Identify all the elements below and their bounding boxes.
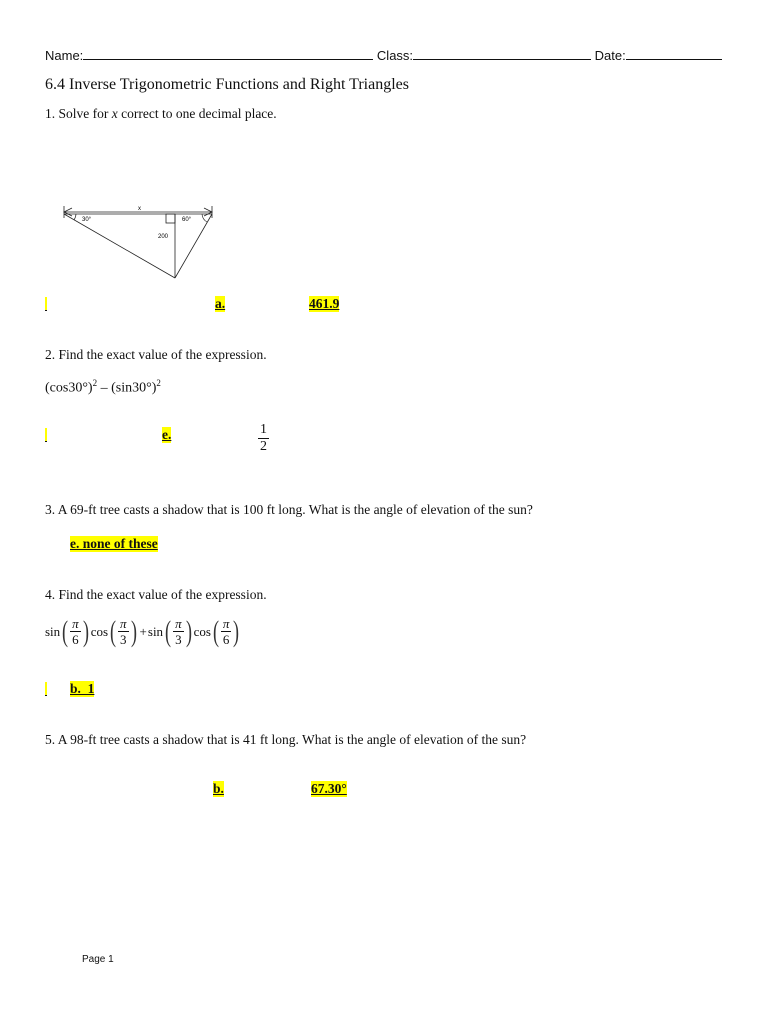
answer-marker xyxy=(45,297,47,311)
page-title: 6.4 Inverse Trigonometric Functions and Right Triangles xyxy=(45,76,409,93)
answer-marker xyxy=(45,428,47,442)
question-4: 4. Find the exact value of the expression. xyxy=(45,587,267,602)
label-30: 30° xyxy=(82,217,92,223)
q1-prompt-pre: 1. Solve for xyxy=(45,106,112,121)
q4-cos-2: cos xyxy=(193,623,211,639)
q5-answer-letter: b. xyxy=(213,781,224,796)
q2-expr-minus: – xyxy=(97,380,112,396)
q3-answer: e. none of these xyxy=(70,536,158,551)
label-200: 200 xyxy=(158,234,169,240)
question-1 xyxy=(45,106,277,122)
q2-answer-fraction xyxy=(258,422,269,455)
q2-answer-letter: e. xyxy=(162,427,172,442)
q4-cos-1: cos xyxy=(90,623,109,639)
q1-prompt-post: correct to one decimal place. xyxy=(117,106,277,121)
q1-answer-value: 461.9 xyxy=(309,296,340,311)
question-2: 2. Find the exact value of the expression. xyxy=(45,347,267,362)
q4-sin-2: sin xyxy=(147,623,164,639)
question-3: 3. A 69-ft tree casts a shadow that is 100 ft long. What is the angle of elevation of the sun? xyxy=(45,502,533,517)
q2-answer-denominator: 2 xyxy=(260,439,267,454)
header-row xyxy=(45,46,725,63)
q1-variable: x xyxy=(111,106,118,121)
name-label: Name: xyxy=(45,48,84,63)
page-number: Page 1 xyxy=(82,954,114,965)
label-60: 60° xyxy=(182,217,192,223)
q4-expression: sin ( $\frac{\pi}{6}$ ) cos ( $\frac{\pi}{3}$ ) + sin ( $\frac{\pi}{3}$ ) cos ( $\frac{\pi}{6}$ ) xyxy=(45,614,240,648)
q2-expr-b: (sin30°) xyxy=(111,380,157,396)
q5-answer-value: 67.30° xyxy=(311,781,347,796)
q1-answer-letter: a. xyxy=(215,296,226,311)
q2-expr-sup-b: 2 xyxy=(156,378,161,388)
q4-plus: + xyxy=(139,623,147,639)
date-label: Date: xyxy=(594,48,626,63)
q2-answer-numerator: 1 xyxy=(260,422,267,437)
q2-expr-sup-a: 2 xyxy=(92,378,98,388)
answer-marker xyxy=(45,682,47,696)
q2-expr-a: (cos30°) xyxy=(45,380,93,396)
class-field[interactable] xyxy=(413,46,591,60)
label-x: x xyxy=(138,206,141,212)
triangle-diagram xyxy=(60,200,220,284)
class-label: Class: xyxy=(376,48,414,63)
question-5: 5. A 98-ft tree casts a shadow that is 41 ft long. What is the angle of elevation of the sun? xyxy=(45,732,527,747)
name-field[interactable] xyxy=(83,46,373,60)
date-field[interactable] xyxy=(626,46,722,60)
q4-answer: b. 1 xyxy=(70,681,95,696)
q2-expression xyxy=(45,378,161,397)
q4-sin-1: sin xyxy=(45,623,61,639)
